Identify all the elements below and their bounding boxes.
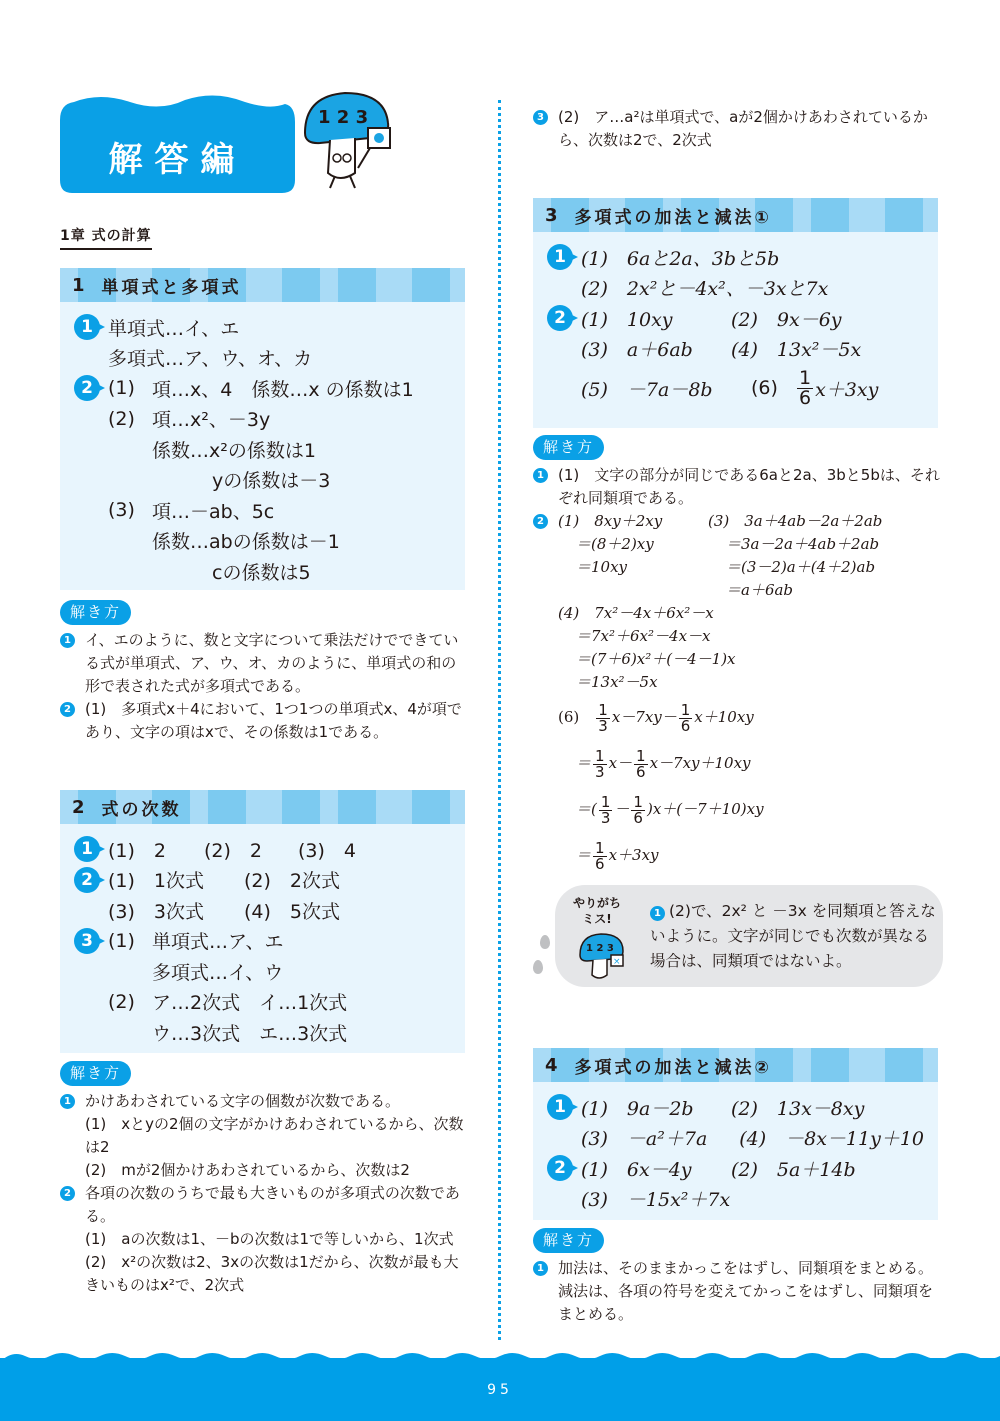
section-header <box>60 268 465 302</box>
section-2 <box>60 790 465 1053</box>
explanation-3 <box>533 435 948 878</box>
calc-line: ＝(3－2)a＋(4＋2)ab <box>726 558 876 576</box>
answer-text: (1) 6aと2a、3bと5b <box>581 247 780 270</box>
calc-line: ＝7x²＋6x²－4x－x <box>576 627 711 645</box>
explanation-tag: 解き方 <box>533 1228 604 1253</box>
explanation-text: (1) aの次数は1、－bの次数は1で等しいから、1次式 <box>85 1230 454 1248</box>
answer-text: ウ…3次式 エ…3次式 <box>152 1022 348 1045</box>
water-drop-icon <box>540 935 550 949</box>
small-badge: 1 <box>60 633 75 648</box>
svg-text:1 2 3: 1 2 3 <box>586 943 614 954</box>
title-banner <box>60 92 295 193</box>
explanation-text: 加法は、そのままかっこをはずし、同類項をまとめる。減法は、各項の符号を変えてかっこをはずし、同類項をまとめる。 <box>558 1259 934 1323</box>
water-drop-icon <box>533 960 543 974</box>
question-badge: 1 <box>547 1094 573 1120</box>
fraction: $\frac{1}{6}$ <box>799 366 812 409</box>
question-badge: 3 <box>74 928 100 954</box>
answer-text: 係数…abの係数は－1 <box>152 531 340 554</box>
explanation-text: 各項の次数のうちで最も大きいものが多項式の次数である。 <box>85 1184 460 1225</box>
answer-text: (1) 2 <box>108 839 167 862</box>
part-label: (1) <box>108 377 135 400</box>
answer-text: (3) 4 <box>298 839 357 862</box>
footer-wave <box>0 1358 1000 1421</box>
small-badge: 1 <box>533 468 548 483</box>
section-header <box>60 790 465 824</box>
section-number: 2 <box>72 796 88 818</box>
question-badge: 2 <box>547 305 573 331</box>
answer-text: (5) －7a－8b <box>581 378 713 401</box>
part-label: (2) <box>108 990 135 1013</box>
explanation-text: (1) xとyの2個の文字がかけあわされているから、次数は2 <box>85 1115 464 1156</box>
question-badge: 2 <box>74 375 100 401</box>
part-label: (1) <box>108 929 135 952</box>
answer-text: (3) a＋6ab <box>581 339 693 362</box>
explanation-text: (1) 多項式x＋4において、1つ1つの単項式x、4が項であり、文字の項はxで、その係数は1である。 <box>85 700 462 741</box>
small-badge: 1 <box>60 1094 75 1109</box>
answer-text: (1) 10xy <box>581 308 673 331</box>
tip-text: 1 (2)で、2x² と －3x を同類項と答えないように。文字が同じでも次数が異なる場合は、同類項ではないよ。 <box>650 902 936 970</box>
answer-text: (4) －8x－11y＋10 <box>739 1128 924 1151</box>
small-badge: 2 <box>533 514 548 529</box>
calc-line: (3) 3a＋4ab－2a＋2ab <box>708 512 883 530</box>
mushroom-mascot-icon <box>300 88 395 198</box>
svg-text:1 2 3: 1 2 3 <box>318 107 369 128</box>
calc-line: (1) 8xy＋2xy <box>558 512 663 530</box>
answer-text: yの係数は－3 <box>212 470 331 493</box>
answer-text: (3) －a²＋7a <box>581 1128 708 1151</box>
explanation-tag: 解き方 <box>60 1061 131 1086</box>
answer-text: 単項式…イ、エ <box>108 317 240 340</box>
section-title: 多項式の加法と減法② <box>574 1057 772 1078</box>
answer-text: (2) 2 <box>204 839 263 862</box>
calc-line: (4) 7x²－4x＋6x²－x <box>558 604 714 622</box>
calc-line: ＝(8＋2)xy <box>576 535 654 553</box>
explanation-text: (2) mが2個かけあわされているから、次数は2 <box>85 1161 410 1179</box>
section-title: 多項式の加法と減法① <box>574 207 772 228</box>
part-label: (2) <box>108 407 135 430</box>
answer-text: (2) 5a＋14b <box>731 1158 856 1181</box>
part-label: (3) <box>108 499 135 522</box>
tip-label: やりがち ミス! <box>573 896 622 926</box>
answer-text: 項…－ab、5c <box>152 500 275 523</box>
chapter-heading: 1章 式の計算 <box>60 225 152 250</box>
calc-line: (6) $\frac{1}{3}$ x－7xy－ $\frac{1}{6}$ x＋10xy <box>558 700 754 735</box>
explanation-tag: 解き方 <box>533 435 604 460</box>
answer-text: (3) －15x²＋7x <box>581 1189 731 1212</box>
answer-text: (2) 13x－8xy <box>731 1097 865 1120</box>
explanation-1 <box>60 600 470 744</box>
section-header <box>533 1048 938 1082</box>
answer-text: 項…x、4 係数…x の係数は1 <box>152 378 414 401</box>
answer-text: cの係数は5 <box>212 561 311 584</box>
explanation-text: (2) ア…a²は単項式で、aが2個かけあわされているから、次数は2で、2次式 <box>558 108 928 149</box>
question-badge: 1 <box>547 244 573 270</box>
page-title: 解答編 <box>108 140 247 180</box>
calc-line: ＝a＋6ab <box>726 581 794 599</box>
calc-line: ＝13x²－5x <box>576 673 658 691</box>
answer-text: (1) 6x－4y <box>581 1158 692 1181</box>
explanation-text: かけあわされている文字の個数が次数である。 <box>85 1092 401 1110</box>
answer-text: ア…2次式 イ…1次式 <box>152 992 348 1015</box>
mushroom-mascot-small-icon <box>577 931 627 983</box>
calc-line: ＝ $\frac{1}{6}$ x＋3xy <box>576 838 659 873</box>
calc-line: ＝3a－2a＋4ab＋2ab <box>726 535 880 553</box>
small-badge: 3 <box>533 110 548 125</box>
wave-edge <box>0 1350 1000 1362</box>
section-number: 3 <box>545 204 561 226</box>
section-header <box>533 198 938 232</box>
answer-text: (4) 5次式 <box>244 900 341 923</box>
answer-text: (1) 9a－2b <box>581 1097 694 1120</box>
section-number: 4 <box>545 1054 561 1076</box>
small-badge: 1 <box>533 1261 548 1276</box>
explanation-4 <box>533 1228 943 1326</box>
section-4 <box>533 1048 938 1220</box>
column-divider <box>498 100 501 1340</box>
answer-text: 係数…x²の係数は1 <box>152 439 316 462</box>
calc-line: ＝10xy <box>576 558 628 576</box>
explanation-tag: 解き方 <box>60 600 131 625</box>
section-1 <box>60 268 465 590</box>
page-number: 95 <box>487 1382 513 1398</box>
answer-text: (3) 3次式 <box>108 900 205 923</box>
answer-text: (2) 2次式 <box>244 870 341 893</box>
answer-text: 単項式…ア、エ <box>152 931 284 954</box>
explanation-2-continued <box>533 106 943 152</box>
calc-line: ＝ $\frac{1}{3}$ x－ $\frac{1}{6}$ x－7xy＋10xy <box>576 746 751 781</box>
answer-text: (4) 13x²－5x <box>731 339 862 362</box>
answer-text: x＋3xy <box>815 378 879 401</box>
section-title: 式の次数 <box>101 799 182 820</box>
answer-text: (1) 1次式 <box>108 870 205 893</box>
svg-text:×: × <box>613 957 621 967</box>
explanation-text: イ、エのように、数と文字について乗法だけでできている式が単項式、ア、ウ、オ、カのように、単項式の和の形で表された式が多項式である。 <box>85 631 459 695</box>
answer-text: 多項式…イ、ウ <box>152 961 284 984</box>
answer-text: 多項式…ア、ウ、オ、カ <box>108 348 313 371</box>
question-badge: 1 <box>74 836 100 862</box>
explanation-2 <box>60 1061 470 1297</box>
small-badge: 2 <box>60 702 75 717</box>
explanation-text: (1) 文字の部分が同じである6aと2a、3bと5bは、それぞれ同類項である。 <box>558 466 940 507</box>
section-3 <box>533 198 938 428</box>
section-title: 単項式と多項式 <box>101 277 242 298</box>
answer-text: (2) 2x²と－4x²、－3xと7x <box>581 278 829 301</box>
section-number: 1 <box>72 274 88 296</box>
question-badge: 2 <box>547 1155 573 1181</box>
calc-line: ＝(7＋6)x²＋(－4－1)x <box>576 650 736 668</box>
part-label: (6) <box>751 377 778 399</box>
common-mistake-tip <box>555 885 943 987</box>
answer-text: 項…x²、－3y <box>152 409 271 432</box>
calc-line: ＝( $\frac{1}{3}$ － $\frac{1}{6}$ )x＋(－7＋10)xy <box>576 792 764 827</box>
answer-text: (2) 9x－6y <box>731 308 842 331</box>
question-badge: 2 <box>74 867 100 893</box>
question-badge: 1 <box>74 314 100 340</box>
explanation-text: (2) x²の次数は2、3xの次数は1だから、次数が最も大きいものはx²で、2次式 <box>85 1253 459 1294</box>
small-badge: 2 <box>60 1186 75 1201</box>
